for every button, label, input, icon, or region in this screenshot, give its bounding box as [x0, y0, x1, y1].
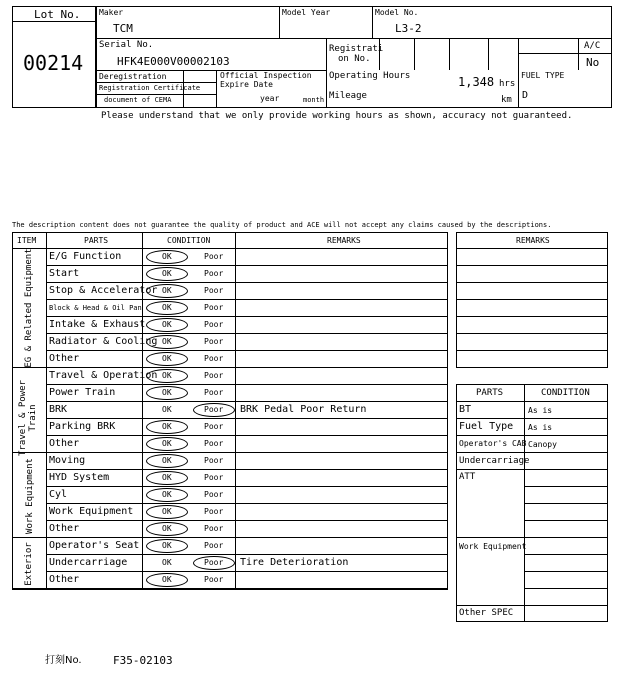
- mileage-label: Mileage: [329, 91, 367, 101]
- part-name: Other: [49, 353, 80, 364]
- part-name: Undercarriage: [49, 557, 128, 568]
- part-name: Travel & Operation: [49, 370, 158, 381]
- poor-option: Poor: [204, 558, 224, 567]
- poor-circle-mark: [193, 403, 235, 417]
- row-divider: [46, 503, 448, 504]
- operator-cab-label: Operator's CAB: [459, 439, 527, 448]
- operating-hours-value: 1,348: [458, 75, 495, 89]
- ok-option: OK: [162, 524, 172, 533]
- poor-option: Poor: [204, 456, 224, 465]
- stamp-value: F35-02103: [113, 654, 173, 667]
- cema-label: document of CEMA: [104, 96, 172, 104]
- poor-option: Poor: [204, 337, 224, 346]
- ok-circle-mark: [146, 301, 188, 315]
- part-name: Other: [49, 574, 80, 585]
- operating-hours-label: Operating Hours: [329, 71, 411, 81]
- row-divider: [46, 316, 448, 317]
- row-divider: [46, 299, 448, 300]
- col-condition: CONDITION: [167, 236, 211, 245]
- ac-value: No: [586, 56, 600, 69]
- ok-circle-mark: [146, 318, 188, 332]
- maker-value: TCM: [113, 22, 133, 35]
- poor-circle-mark: [193, 556, 235, 570]
- ok-circle-mark: [146, 454, 188, 468]
- poor-option: Poor: [204, 354, 224, 363]
- deregistration-label: Deregistration: [99, 72, 167, 81]
- row-divider: [12, 452, 448, 453]
- inspection-label-1: Official Inspection: [220, 71, 312, 80]
- fuel-label: Fuel Type: [459, 421, 514, 432]
- ok-option: OK: [162, 541, 172, 550]
- ok-circle-mark: [146, 539, 188, 553]
- row-divider: [46, 265, 448, 266]
- poor-option: Poor: [204, 541, 224, 550]
- ok-option: OK: [162, 507, 172, 516]
- poor-option: Poor: [204, 422, 224, 431]
- disclaimer: The description content does not guarantee the quality of product and ACE will not accept any claims caused by the descriptions.: [12, 221, 552, 229]
- row-remark: Tire Deterioration: [240, 557, 349, 568]
- fuel-value: As is: [528, 423, 553, 432]
- part-name: HYD System: [49, 472, 110, 483]
- ok-option: OK: [162, 558, 172, 567]
- poor-option: Poor: [204, 371, 224, 380]
- model-no-label: Model No.: [375, 8, 419, 17]
- operator-cab-value: Canopy: [528, 440, 557, 449]
- poor-option: Poor: [204, 507, 224, 516]
- model-year-label: Model Year: [282, 8, 331, 17]
- ok-option: OK: [162, 456, 172, 465]
- ok-circle-mark: [146, 522, 188, 536]
- other-spec-label: Other SPEC: [459, 608, 514, 618]
- row-divider: [46, 282, 448, 283]
- serial-label: Serial No.: [99, 40, 154, 50]
- ok-circle-mark: [146, 386, 188, 400]
- ok-circle-mark: [146, 369, 188, 383]
- poor-option: Poor: [204, 252, 224, 261]
- part-name: Work Equipment: [49, 506, 134, 517]
- poor-option: Poor: [204, 405, 224, 414]
- poor-option: Poor: [204, 320, 224, 329]
- row-divider: [12, 367, 448, 368]
- maker-label: Maker: [99, 8, 124, 17]
- row-divider: [46, 333, 448, 334]
- ok-option: OK: [162, 286, 172, 295]
- row-divider: [46, 469, 448, 470]
- part-name: Moving: [49, 455, 86, 466]
- ok-option: OK: [162, 405, 172, 414]
- registration-label-2: on No.: [338, 54, 371, 64]
- row-divider: [46, 350, 448, 351]
- part-name: Parking BRK: [49, 421, 116, 432]
- poor-option: Poor: [204, 524, 224, 533]
- ok-circle-mark: [146, 437, 188, 451]
- km-label: km: [501, 95, 512, 105]
- poor-option: Poor: [204, 388, 224, 397]
- row-divider: [46, 520, 448, 521]
- ok-option: OK: [162, 320, 172, 329]
- row-remark: BRK Pedal Poor Return: [240, 404, 367, 415]
- row-divider: [46, 554, 448, 555]
- part-name: Cyl: [49, 489, 68, 500]
- bt-label: BT: [459, 404, 472, 415]
- serial-value: HFK4E000V00002103: [117, 55, 230, 68]
- part-name: E/G Function: [49, 251, 122, 262]
- stamp-label: 打刻No.: [45, 655, 82, 666]
- ok-option: OK: [162, 303, 172, 312]
- fuel-type-label: FUEL TYPE: [521, 71, 565, 80]
- part-name: Power Train: [49, 387, 116, 398]
- group-exterior: Exterior: [24, 542, 34, 586]
- lot-label: Lot No.: [34, 8, 81, 21]
- ok-circle-mark: [146, 471, 188, 485]
- part-name: Stop & Accelerator: [49, 285, 158, 296]
- inspection-label-2: Expire Date: [220, 80, 273, 89]
- poor-option: Poor: [204, 303, 224, 312]
- ok-circle-mark: [146, 420, 188, 434]
- poor-option: Poor: [204, 490, 224, 499]
- part-name: Block & Head & Oil Pan: [49, 304, 142, 312]
- accuracy-notice: Please understand that we only provide working hours as shown, accuracy not guaranteed.: [101, 111, 573, 121]
- condition-col-label: CONDITION: [541, 388, 590, 398]
- group-travel-power-train: Travel & Power Train: [18, 380, 38, 456]
- part-name: Other: [49, 523, 80, 534]
- att-label: ATT: [459, 472, 476, 482]
- parts-col-label: PARTS: [476, 388, 504, 398]
- row-divider: [46, 486, 448, 487]
- poor-option: Poor: [204, 473, 224, 482]
- bt-value: As is: [528, 406, 553, 415]
- part-name: Radiator & Cooling: [49, 336, 158, 347]
- ok-option: OK: [162, 575, 172, 584]
- ok-option: OK: [162, 337, 172, 346]
- ok-circle-mark: [146, 352, 188, 366]
- ok-circle-mark: [146, 505, 188, 519]
- work-equipment-label: Work Equipment: [459, 542, 527, 551]
- ac-label: A/C: [584, 41, 601, 51]
- reg-cert-label: Registration Certificate: [99, 84, 201, 92]
- ok-circle-mark: [146, 267, 188, 281]
- col-remarks: REMARKS: [327, 236, 361, 245]
- ok-circle-mark: [146, 573, 188, 587]
- row-divider: [46, 571, 448, 572]
- poor-option: Poor: [204, 575, 224, 584]
- hrs-label: hrs: [499, 79, 516, 89]
- right-remarks-title: REMARKS: [516, 236, 550, 245]
- model-no-value: L3-2: [395, 22, 422, 35]
- row-divider: [46, 401, 448, 402]
- part-name: Operator's Seat: [49, 540, 140, 551]
- ok-option: OK: [162, 269, 172, 278]
- col-parts: PARTS: [84, 236, 109, 245]
- undercarriage-label: Undercarriage: [459, 456, 530, 466]
- ok-circle-mark: [146, 284, 188, 298]
- poor-option: Poor: [204, 439, 224, 448]
- row-divider: [12, 537, 448, 538]
- ok-circle-mark: [146, 488, 188, 502]
- part-name: Start: [49, 268, 80, 279]
- ok-option: OK: [162, 473, 172, 482]
- ok-option: OK: [162, 490, 172, 499]
- row-divider: [46, 418, 448, 419]
- part-name: BRK: [49, 404, 68, 415]
- part-name: Intake & Exhaust: [49, 319, 146, 330]
- ok-option: OK: [162, 422, 172, 431]
- group-eg-related: EG & Related Equipment: [24, 248, 34, 368]
- row-divider: [46, 435, 448, 436]
- col-item: ITEM: [17, 236, 37, 245]
- ok-circle-mark: [146, 250, 188, 264]
- ok-option: OK: [162, 354, 172, 363]
- group-work-equipment: Work Equipment: [25, 458, 35, 534]
- ok-option: OK: [162, 252, 172, 261]
- poor-option: Poor: [204, 269, 224, 278]
- ok-option: OK: [162, 439, 172, 448]
- poor-option: Poor: [204, 286, 224, 295]
- part-name: Other: [49, 438, 80, 449]
- ok-circle-mark: [146, 335, 188, 349]
- ok-option: OK: [162, 371, 172, 380]
- fuel-type-value: D: [522, 90, 529, 101]
- lot-number: 00214: [23, 51, 84, 75]
- row-divider: [46, 384, 448, 385]
- year-label: year: [260, 94, 280, 103]
- row-divider: [12, 588, 448, 589]
- registration-label-1: Registrati: [329, 44, 384, 54]
- ok-option: OK: [162, 388, 172, 397]
- month-label: month: [303, 96, 325, 104]
